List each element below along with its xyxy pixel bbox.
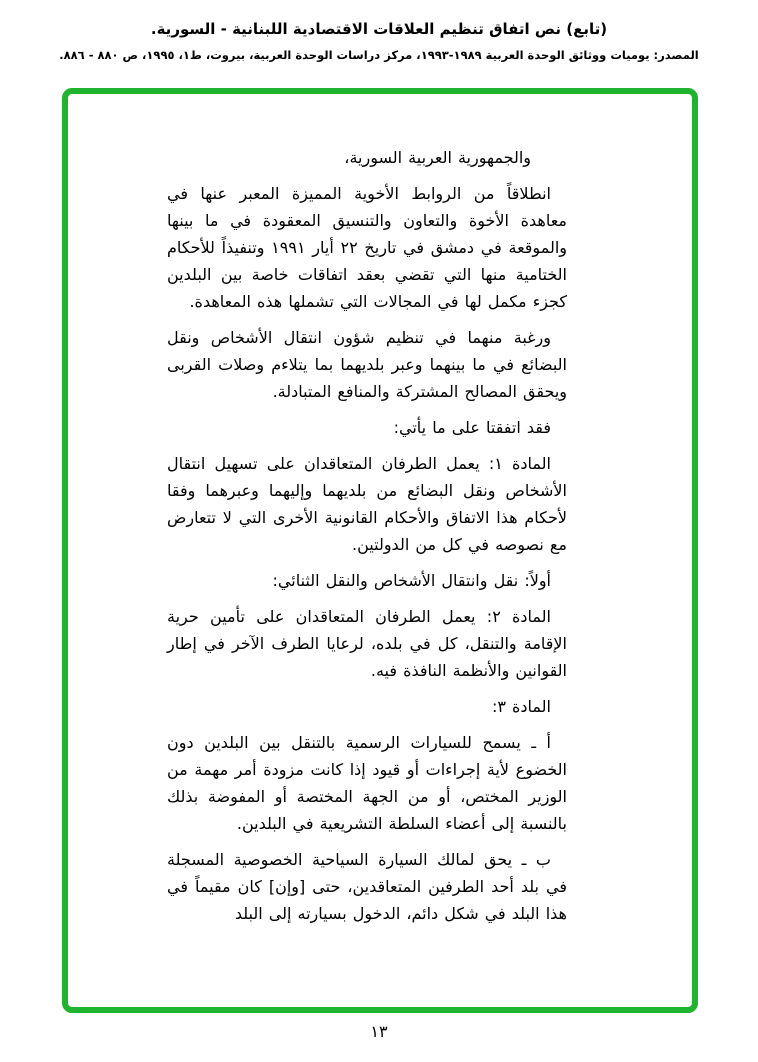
page-header (0, 0, 758, 64)
paragraph-section-1: أولاً: نقل وانتقال الأشخاص والنقل الثنائي: (272, 571, 551, 590)
paragraph-preamble-1: انطلاقاً من الروابط الأخوية المميزة المعبر عنها في معاهدة الأخوة والتعاون والتنسيق المعقودة في ما بينها والموقعة في دمشق في تاريخ ٢٢ أيار ١٩٩١ وتنفيذاً للأحكام الختامية منها التي تقضي بعقد اتفاقات خاصة بين البلدين كجزء مكمل لها في المجالات التي تشملها هذه المعاهدة. (167, 184, 567, 311)
paragraph-article-1: المادة ١: يعمل الطرفان المتعاقدان على تسهيل انتقال الأشخاص ونقل البضائع من بلديهما وإليهما وعبرهما وفقا لأحكام هذا الاتفاق والأحكام القانونية الأخرى التي لا تتعارض مع نصوصه في كل من الدولتين. (167, 454, 567, 554)
page-number: ١٣ (370, 1022, 388, 1041)
paragraph-preamble-2: ورغبة منهما في تنظيم شؤون انتقال الأشخاص ونقل البضائع في ما بينهما وعبر بلديهما بما يتلاءم وصلات القربى ويحقق المصالح المشتركة والمنافع المتبادلة. (167, 328, 567, 401)
source-citation: المصدر: يوميات ووثائق الوحدة العربية ١٩٨٩-١٩٩٣، مركز دراسات الوحدة العربية، بيروت، ط١، ١٩٩٥، ص ٨٨٠ - ٨٨٦. (59, 48, 699, 62)
green-border-frame (62, 88, 698, 1013)
paragraph-article-3a: أ ـ يسمح للسيارات الرسمية بالتنقل بين البلدين دون الخضوع لأية إجراءات أو قيود إذا كانت مزودة أمر مهمة من الوزير المختص، أو من الجهة المختصة أو المفوضة بذلك بالنسبة إلى أعضاء السلطة التشريعية في البلدين. (167, 733, 567, 833)
paragraph-salutation: والجمهورية العربية السورية، (344, 148, 531, 167)
paragraph-article-3: المادة ٣: (491, 697, 551, 716)
document-title: (تابع) نص اتفاق تنظيم العلاقات الاقتصادية اللبنانية - السورية. (150, 20, 608, 38)
paragraph-agreement-lead: فقد اتفقتا على ما يأتي: (393, 418, 551, 437)
paragraph-article-2: المادة ٢: يعمل الطرفان المتعاقدان على تأمين حرية الإقامة والتنقل، كل في بلده، لرعايا الطرف الآخر في إطار القوانين والأنظمة النافذة فيه. (167, 607, 567, 680)
document-body (167, 144, 567, 936)
paragraph-article-3b: ب ـ يحق لمالك السيارة السياحية الخصوصية المسجلة في بلد أحد الطرفين المتعاقدين، حتى [وإن] كان مقيماً في هذا البلد في شكل دائم، الدخول بسيارته إلى البلد (167, 850, 567, 923)
